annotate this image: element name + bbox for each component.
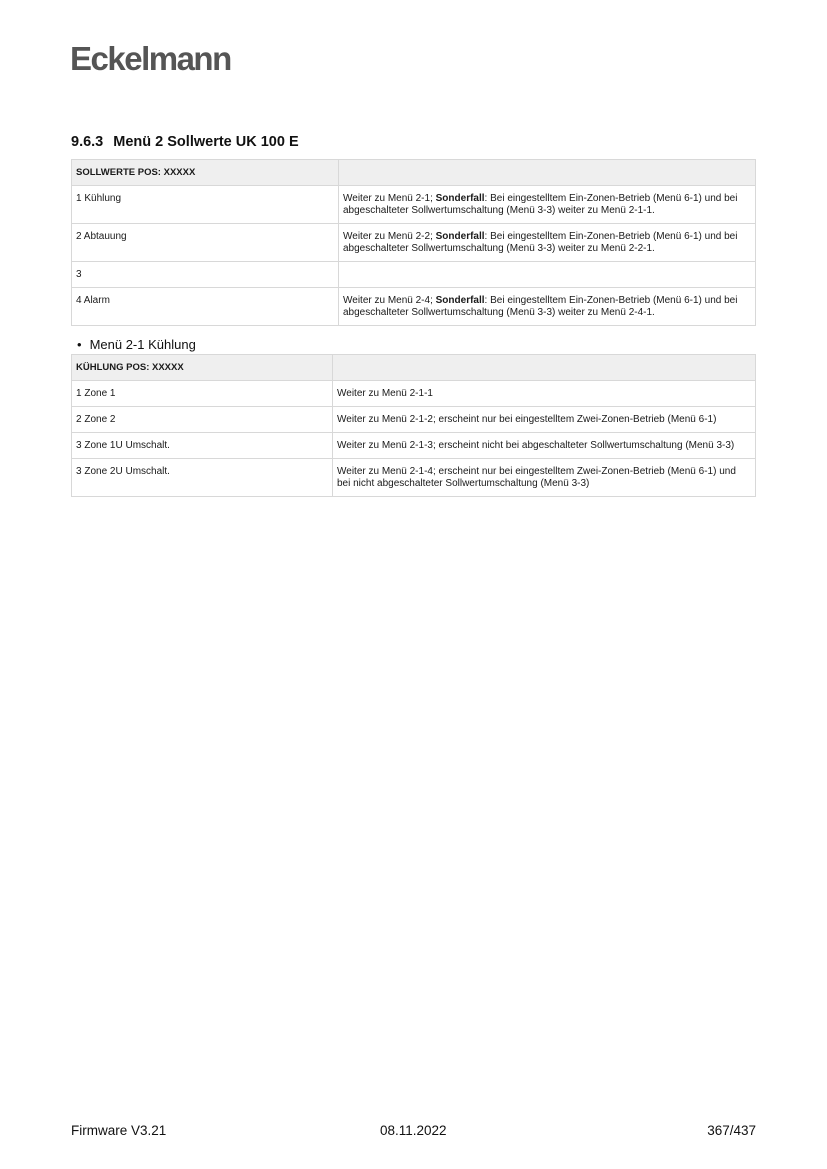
desc-text: Weiter zu Menü 2-4; <box>343 295 436 306</box>
row-description <box>339 288 756 326</box>
bullet-text: Menü 2-1 Kühlung <box>89 337 196 352</box>
row-description: Weiter zu Menü 2-1-2; erscheint nur bei eingestelltem Zwei-Zonen-Betrieb (Menü 6-1) <box>333 407 756 433</box>
row-label: 1 Zone 1 <box>72 381 333 407</box>
table-row <box>72 224 756 262</box>
desc-text: Weiter zu Menü 2-1; <box>343 193 436 204</box>
table-row <box>72 381 756 407</box>
row-description <box>339 186 756 224</box>
table-header-row <box>72 355 756 381</box>
desc-text: Weiter zu Menü 2-2; <box>343 231 436 242</box>
table-header-row <box>72 160 756 186</box>
desc-text: : Bei eingestelltem Ein-Zonen-Betrieb (Menü 6-1) und bei abgeschalteter Sollwertumschaltung (Menü 3-3) weiter zu Menü 2-2-1. <box>343 231 738 254</box>
table-header-cell <box>339 160 756 186</box>
footer-firmware: Firmware V3.21 <box>71 1123 167 1138</box>
table-header-cell <box>333 355 756 381</box>
row-label: 2 Abtauung <box>72 224 339 262</box>
section-number: 9.6.3 <box>71 134 104 150</box>
kuehlung-table <box>71 354 756 497</box>
sollwerte-table <box>71 159 756 326</box>
table-header-cell: KÜHLUNG POS: XXXXX <box>72 355 333 381</box>
table-header-cell: SOLLWERTE POS: XXXXX <box>72 160 339 186</box>
row-label: 3 Zone 1U Umschalt. <box>72 433 333 459</box>
table-row <box>72 186 756 224</box>
row-description <box>339 262 756 288</box>
row-description: Weiter zu Menü 2-1-1 <box>333 381 756 407</box>
row-label: 2 Zone 2 <box>72 407 333 433</box>
row-description <box>339 224 756 262</box>
desc-bold: Sonderfall <box>435 231 485 242</box>
table-row <box>72 407 756 433</box>
row-label: 3 <box>72 262 339 288</box>
bullet-item <box>77 337 196 352</box>
section-title: Menü 2 Sollwerte UK 100 E <box>113 134 299 150</box>
table-row <box>72 288 756 326</box>
footer-date: 08.11.2022 <box>380 1123 447 1138</box>
desc-text: : Bei eingestelltem Ein-Zonen-Betrieb (Menü 6-1) und bei abgeschalteter Sollwertumschaltung (Menü 3-3) weiter zu Menü 2-1-1. <box>343 193 738 216</box>
footer-page-number: 367/437 <box>707 1123 756 1138</box>
desc-bold: Sonderfall <box>435 295 485 306</box>
table-row <box>72 433 756 459</box>
row-description: Weiter zu Menü 2-1-3; erscheint nicht bei abgeschalteter Sollwertumschaltung (Menü 3-3) <box>333 433 756 459</box>
table-row <box>72 262 756 288</box>
row-description: Weiter zu Menü 2-1-4; erscheint nur bei eingestelltem Zwei-Zonen-Betrieb (Menü 6-1) und bei nicht abgeschalteter Sollwertumschaltung (Menü 3-3) <box>333 459 756 497</box>
company-logo: Eckelmann <box>70 40 231 77</box>
desc-bold: Sonderfall <box>435 193 485 204</box>
section-heading <box>71 134 299 150</box>
table-row <box>72 459 756 497</box>
row-label: 1 Kühlung <box>72 186 339 224</box>
row-label: 3 Zone 2U Umschalt. <box>72 459 333 497</box>
desc-text: : Bei eingestelltem Ein-Zonen-Betrieb (Menü 6-1) und bei abgeschalteter Sollwertumschaltung (Menü 3-3) weiter zu Menü 2-4-1. <box>343 295 738 318</box>
row-label: 4 Alarm <box>72 288 339 326</box>
bullet-marker: • <box>77 337 82 352</box>
